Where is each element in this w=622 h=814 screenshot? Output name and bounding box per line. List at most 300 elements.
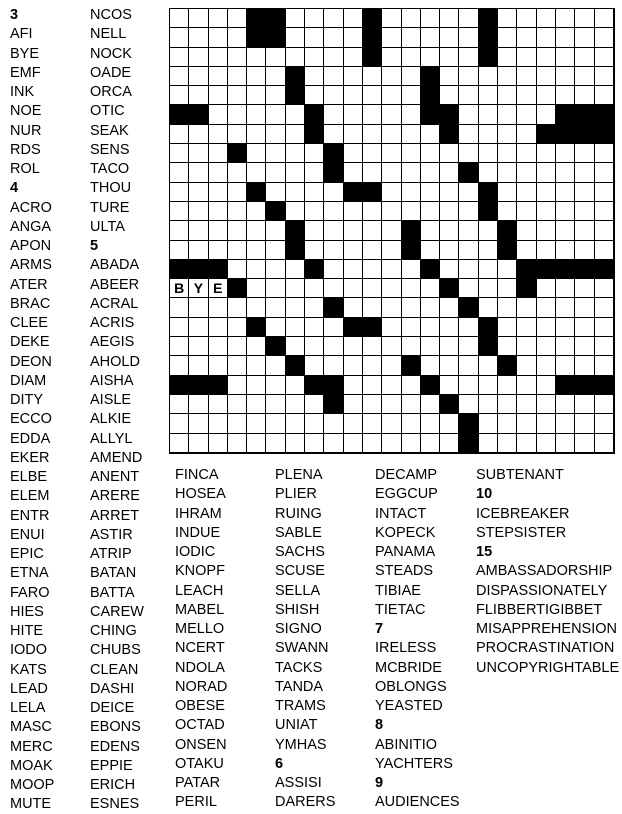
grid-cell[interactable] bbox=[266, 395, 285, 414]
grid-cell[interactable] bbox=[517, 67, 536, 86]
grid-cell[interactable] bbox=[459, 318, 478, 337]
grid-cell[interactable] bbox=[537, 356, 556, 375]
grid-cell[interactable] bbox=[189, 414, 208, 433]
grid-cell[interactable] bbox=[266, 279, 285, 298]
grid-cell[interactable] bbox=[459, 67, 478, 86]
grid-cell[interactable] bbox=[479, 144, 498, 163]
grid-cell[interactable] bbox=[517, 28, 536, 47]
grid-cell[interactable] bbox=[286, 202, 305, 221]
grid-cell[interactable] bbox=[459, 28, 478, 47]
grid-cell[interactable] bbox=[228, 318, 247, 337]
grid-cell[interactable] bbox=[228, 183, 247, 202]
grid-cell[interactable] bbox=[305, 202, 324, 221]
grid-cell[interactable] bbox=[344, 48, 363, 67]
grid-cell[interactable] bbox=[382, 48, 401, 67]
grid-cell[interactable] bbox=[286, 163, 305, 182]
grid-cell[interactable] bbox=[189, 144, 208, 163]
grid-cell[interactable] bbox=[402, 183, 421, 202]
grid-cell[interactable] bbox=[575, 202, 594, 221]
grid-cell[interactable] bbox=[459, 144, 478, 163]
grid-cell[interactable] bbox=[363, 434, 382, 453]
grid-cell[interactable] bbox=[575, 279, 594, 298]
grid-cell[interactable] bbox=[189, 48, 208, 67]
grid-cell[interactable] bbox=[228, 9, 247, 28]
grid-cell[interactable] bbox=[595, 48, 614, 67]
grid-cell-letter[interactable]: E bbox=[209, 279, 228, 298]
grid-cell[interactable] bbox=[266, 356, 285, 375]
grid-cell[interactable] bbox=[556, 434, 575, 453]
grid-cell[interactable] bbox=[440, 298, 459, 317]
grid-cell[interactable] bbox=[556, 221, 575, 240]
grid-cell[interactable] bbox=[228, 434, 247, 453]
grid-cell[interactable] bbox=[266, 48, 285, 67]
grid-cell[interactable] bbox=[189, 28, 208, 47]
grid-cell[interactable] bbox=[440, 318, 459, 337]
grid-cell[interactable] bbox=[324, 28, 343, 47]
grid-cell[interactable] bbox=[498, 67, 517, 86]
grid-cell-letter[interactable]: B bbox=[170, 279, 189, 298]
grid-cell[interactable] bbox=[266, 105, 285, 124]
grid-cell[interactable] bbox=[402, 337, 421, 356]
grid-cell[interactable] bbox=[324, 48, 343, 67]
grid-cell[interactable] bbox=[170, 183, 189, 202]
grid-cell[interactable] bbox=[402, 105, 421, 124]
grid-cell[interactable] bbox=[556, 241, 575, 260]
grid-cell[interactable] bbox=[170, 298, 189, 317]
grid-cell[interactable] bbox=[440, 163, 459, 182]
grid-cell[interactable] bbox=[421, 221, 440, 240]
grid-cell[interactable] bbox=[421, 28, 440, 47]
grid-cell[interactable] bbox=[517, 376, 536, 395]
grid-cell[interactable] bbox=[189, 241, 208, 260]
grid-cell[interactable] bbox=[305, 67, 324, 86]
grid-cell[interactable] bbox=[247, 67, 266, 86]
grid-cell[interactable] bbox=[479, 356, 498, 375]
grid-cell[interactable] bbox=[421, 298, 440, 317]
grid-cell[interactable] bbox=[382, 221, 401, 240]
grid-cell[interactable] bbox=[402, 260, 421, 279]
grid-cell[interactable] bbox=[209, 9, 228, 28]
grid-cell[interactable] bbox=[537, 9, 556, 28]
grid-cell[interactable] bbox=[421, 395, 440, 414]
grid-cell[interactable] bbox=[421, 337, 440, 356]
grid-cell[interactable] bbox=[266, 298, 285, 317]
grid-cell[interactable] bbox=[421, 241, 440, 260]
grid-cell[interactable] bbox=[459, 279, 478, 298]
grid-cell[interactable] bbox=[595, 337, 614, 356]
grid-cell[interactable] bbox=[498, 395, 517, 414]
grid-cell[interactable] bbox=[324, 202, 343, 221]
grid-cell[interactable] bbox=[440, 376, 459, 395]
grid-cell[interactable] bbox=[189, 337, 208, 356]
grid-cell[interactable] bbox=[595, 86, 614, 105]
grid-cell[interactable] bbox=[595, 298, 614, 317]
grid-cell[interactable] bbox=[228, 298, 247, 317]
grid-cell[interactable] bbox=[479, 414, 498, 433]
grid-cell[interactable] bbox=[537, 183, 556, 202]
grid-cell[interactable] bbox=[209, 163, 228, 182]
grid-cell[interactable] bbox=[266, 376, 285, 395]
grid-cell[interactable] bbox=[305, 356, 324, 375]
grid-cell[interactable] bbox=[498, 260, 517, 279]
grid-cell[interactable] bbox=[575, 86, 594, 105]
grid-cell[interactable] bbox=[324, 318, 343, 337]
grid-cell[interactable] bbox=[228, 414, 247, 433]
grid-cell[interactable] bbox=[421, 48, 440, 67]
grid-cell[interactable] bbox=[382, 337, 401, 356]
grid-cell[interactable] bbox=[595, 9, 614, 28]
grid-cell[interactable] bbox=[498, 144, 517, 163]
grid-cell[interactable] bbox=[537, 376, 556, 395]
grid-cell[interactable] bbox=[382, 202, 401, 221]
grid-cell[interactable] bbox=[247, 221, 266, 240]
grid-cell[interactable] bbox=[363, 414, 382, 433]
grid-cell[interactable] bbox=[228, 67, 247, 86]
grid-cell[interactable] bbox=[537, 279, 556, 298]
grid-cell[interactable] bbox=[363, 163, 382, 182]
grid-cell[interactable] bbox=[189, 9, 208, 28]
grid-cell[interactable] bbox=[228, 260, 247, 279]
grid-cell[interactable] bbox=[170, 414, 189, 433]
grid-cell[interactable] bbox=[402, 163, 421, 182]
grid-cell[interactable] bbox=[459, 125, 478, 144]
grid-cell[interactable] bbox=[209, 241, 228, 260]
grid-cell[interactable] bbox=[344, 28, 363, 47]
grid-cell[interactable] bbox=[575, 67, 594, 86]
grid-cell[interactable] bbox=[305, 221, 324, 240]
grid-cell[interactable] bbox=[305, 337, 324, 356]
grid-cell[interactable] bbox=[382, 279, 401, 298]
grid-cell[interactable] bbox=[305, 318, 324, 337]
grid-cell[interactable] bbox=[247, 434, 266, 453]
grid-cell[interactable] bbox=[324, 434, 343, 453]
grid-cell[interactable] bbox=[440, 221, 459, 240]
grid-cell[interactable] bbox=[209, 395, 228, 414]
grid-cell[interactable] bbox=[556, 48, 575, 67]
grid-cell[interactable] bbox=[247, 241, 266, 260]
grid-cell[interactable] bbox=[189, 395, 208, 414]
grid-cell[interactable] bbox=[247, 395, 266, 414]
grid-cell[interactable] bbox=[286, 279, 305, 298]
grid-cell[interactable] bbox=[537, 105, 556, 124]
grid-cell[interactable] bbox=[266, 144, 285, 163]
grid-cell[interactable] bbox=[421, 144, 440, 163]
grid-cell[interactable] bbox=[324, 356, 343, 375]
grid-cell[interactable] bbox=[556, 163, 575, 182]
grid-cell[interactable] bbox=[517, 337, 536, 356]
grid-cell[interactable] bbox=[209, 434, 228, 453]
grid-cell[interactable] bbox=[363, 260, 382, 279]
grid-cell[interactable] bbox=[344, 144, 363, 163]
grid-cell[interactable] bbox=[440, 241, 459, 260]
grid-cell[interactable] bbox=[556, 395, 575, 414]
grid-cell[interactable] bbox=[382, 395, 401, 414]
grid-cell[interactable] bbox=[209, 318, 228, 337]
grid-cell[interactable] bbox=[209, 202, 228, 221]
grid-cell[interactable] bbox=[517, 241, 536, 260]
grid-cell[interactable] bbox=[286, 260, 305, 279]
grid-cell[interactable] bbox=[305, 183, 324, 202]
grid-cell[interactable] bbox=[363, 86, 382, 105]
grid-cell[interactable] bbox=[382, 86, 401, 105]
grid-cell[interactable] bbox=[421, 202, 440, 221]
grid-cell[interactable] bbox=[305, 298, 324, 317]
grid-cell[interactable] bbox=[402, 414, 421, 433]
grid-cell[interactable] bbox=[247, 279, 266, 298]
grid-cell[interactable] bbox=[556, 144, 575, 163]
grid-cell[interactable] bbox=[440, 260, 459, 279]
grid-cell[interactable] bbox=[170, 221, 189, 240]
grid-cell[interactable] bbox=[382, 318, 401, 337]
grid-cell[interactable] bbox=[575, 144, 594, 163]
grid-cell[interactable] bbox=[324, 279, 343, 298]
grid-cell[interactable] bbox=[421, 183, 440, 202]
grid-cell[interactable] bbox=[402, 144, 421, 163]
grid-cell[interactable] bbox=[556, 356, 575, 375]
grid-cell[interactable] bbox=[575, 183, 594, 202]
grid-cell[interactable] bbox=[209, 298, 228, 317]
grid-cell[interactable] bbox=[440, 202, 459, 221]
grid-cell[interactable] bbox=[209, 67, 228, 86]
grid-cell[interactable] bbox=[479, 260, 498, 279]
grid-cell[interactable] bbox=[517, 105, 536, 124]
grid-cell[interactable] bbox=[575, 318, 594, 337]
grid-cell[interactable] bbox=[459, 105, 478, 124]
grid-cell[interactable] bbox=[382, 414, 401, 433]
grid-cell[interactable] bbox=[440, 183, 459, 202]
grid-cell[interactable] bbox=[575, 298, 594, 317]
grid-cell[interactable] bbox=[556, 318, 575, 337]
grid-cell[interactable] bbox=[286, 414, 305, 433]
grid-cell[interactable] bbox=[363, 221, 382, 240]
grid-cell[interactable] bbox=[209, 86, 228, 105]
grid-cell[interactable] bbox=[421, 125, 440, 144]
grid-cell[interactable] bbox=[595, 414, 614, 433]
grid-cell[interactable] bbox=[228, 105, 247, 124]
grid-cell[interactable] bbox=[228, 28, 247, 47]
grid-cell[interactable] bbox=[247, 125, 266, 144]
grid-cell[interactable] bbox=[286, 9, 305, 28]
grid-cell[interactable] bbox=[209, 221, 228, 240]
grid-cell[interactable] bbox=[324, 414, 343, 433]
grid-cell[interactable] bbox=[170, 67, 189, 86]
grid-cell[interactable] bbox=[170, 9, 189, 28]
grid-cell[interactable] bbox=[556, 67, 575, 86]
grid-cell[interactable] bbox=[344, 279, 363, 298]
grid-cell[interactable] bbox=[209, 183, 228, 202]
grid-cell[interactable] bbox=[189, 202, 208, 221]
grid-cell[interactable] bbox=[382, 183, 401, 202]
grid-cell[interactable] bbox=[595, 241, 614, 260]
grid-cell[interactable] bbox=[556, 183, 575, 202]
grid-cell[interactable] bbox=[421, 356, 440, 375]
grid-cell[interactable] bbox=[247, 105, 266, 124]
grid-cell[interactable] bbox=[209, 125, 228, 144]
grid-cell[interactable] bbox=[517, 395, 536, 414]
grid-cell[interactable] bbox=[498, 86, 517, 105]
grid-cell[interactable] bbox=[324, 337, 343, 356]
grid-cell[interactable] bbox=[575, 221, 594, 240]
grid-cell[interactable] bbox=[595, 434, 614, 453]
grid-cell[interactable] bbox=[209, 28, 228, 47]
grid-cell[interactable] bbox=[479, 298, 498, 317]
grid-cell[interactable] bbox=[266, 318, 285, 337]
grid-cell[interactable] bbox=[479, 221, 498, 240]
grid-cell[interactable] bbox=[382, 125, 401, 144]
grid-cell[interactable] bbox=[459, 221, 478, 240]
grid-cell[interactable] bbox=[421, 414, 440, 433]
grid-cell[interactable] bbox=[440, 48, 459, 67]
grid-cell[interactable] bbox=[498, 163, 517, 182]
grid-cell[interactable] bbox=[402, 279, 421, 298]
grid-cell[interactable] bbox=[459, 86, 478, 105]
grid-cell[interactable] bbox=[498, 28, 517, 47]
grid-cell[interactable] bbox=[498, 183, 517, 202]
grid-cell[interactable] bbox=[286, 144, 305, 163]
grid-cell[interactable] bbox=[170, 28, 189, 47]
grid-cell[interactable] bbox=[189, 434, 208, 453]
grid-cell[interactable] bbox=[459, 395, 478, 414]
grid-cell[interactable] bbox=[286, 318, 305, 337]
grid-cell[interactable] bbox=[305, 163, 324, 182]
grid-cell[interactable] bbox=[344, 221, 363, 240]
grid-cell[interactable] bbox=[228, 376, 247, 395]
grid-cell[interactable] bbox=[170, 434, 189, 453]
grid-cell[interactable] bbox=[517, 356, 536, 375]
grid-cell[interactable] bbox=[537, 318, 556, 337]
grid-cell[interactable] bbox=[537, 163, 556, 182]
grid-cell[interactable] bbox=[228, 356, 247, 375]
grid-cell[interactable] bbox=[479, 376, 498, 395]
grid-cell[interactable] bbox=[595, 395, 614, 414]
grid-cell[interactable] bbox=[575, 337, 594, 356]
grid-cell[interactable] bbox=[479, 395, 498, 414]
grid-cell[interactable] bbox=[324, 183, 343, 202]
grid-cell[interactable] bbox=[266, 414, 285, 433]
grid-cell[interactable] bbox=[209, 105, 228, 124]
grid-cell[interactable] bbox=[266, 434, 285, 453]
grid-cell[interactable] bbox=[363, 395, 382, 414]
grid-cell[interactable] bbox=[247, 376, 266, 395]
grid-cell[interactable] bbox=[556, 337, 575, 356]
grid-cell[interactable] bbox=[517, 9, 536, 28]
grid-cell[interactable] bbox=[440, 67, 459, 86]
grid-cell[interactable] bbox=[595, 67, 614, 86]
grid-cell[interactable] bbox=[363, 105, 382, 124]
grid-cell[interactable] bbox=[517, 414, 536, 433]
grid-cell[interactable] bbox=[556, 279, 575, 298]
grid-cell[interactable] bbox=[537, 241, 556, 260]
grid-cell[interactable] bbox=[440, 9, 459, 28]
grid-cell[interactable] bbox=[517, 434, 536, 453]
grid-cell[interactable] bbox=[556, 9, 575, 28]
grid-cell[interactable] bbox=[344, 376, 363, 395]
grid-cell[interactable] bbox=[537, 414, 556, 433]
grid-cell[interactable] bbox=[286, 105, 305, 124]
grid-cell[interactable] bbox=[228, 395, 247, 414]
grid-cell[interactable] bbox=[595, 318, 614, 337]
grid-cell[interactable] bbox=[498, 414, 517, 433]
grid-cell[interactable] bbox=[324, 86, 343, 105]
grid-cell[interactable] bbox=[247, 48, 266, 67]
grid-cell[interactable] bbox=[266, 183, 285, 202]
grid-cell[interactable] bbox=[228, 163, 247, 182]
grid-cell[interactable] bbox=[363, 298, 382, 317]
grid-cell[interactable] bbox=[170, 125, 189, 144]
grid-cell[interactable] bbox=[324, 221, 343, 240]
grid-cell[interactable] bbox=[459, 202, 478, 221]
grid-cell[interactable] bbox=[459, 376, 478, 395]
grid-cell[interactable] bbox=[209, 356, 228, 375]
grid-cell[interactable] bbox=[305, 28, 324, 47]
grid-cell[interactable] bbox=[170, 144, 189, 163]
grid-cell[interactable] bbox=[440, 86, 459, 105]
grid-cell[interactable] bbox=[575, 241, 594, 260]
grid-cell[interactable] bbox=[324, 241, 343, 260]
grid-cell[interactable] bbox=[402, 434, 421, 453]
grid-cell[interactable] bbox=[286, 395, 305, 414]
grid-cell[interactable] bbox=[517, 144, 536, 163]
grid-cell[interactable] bbox=[537, 395, 556, 414]
grid-cell[interactable] bbox=[382, 163, 401, 182]
grid-cell[interactable] bbox=[170, 202, 189, 221]
grid-cell[interactable] bbox=[189, 356, 208, 375]
grid-cell[interactable] bbox=[382, 356, 401, 375]
grid-cell[interactable] bbox=[344, 9, 363, 28]
grid-cell[interactable] bbox=[247, 260, 266, 279]
grid-cell[interactable] bbox=[537, 202, 556, 221]
grid-cell[interactable] bbox=[517, 298, 536, 317]
grid-cell[interactable] bbox=[363, 67, 382, 86]
grid-cell[interactable] bbox=[595, 202, 614, 221]
grid-cell[interactable] bbox=[421, 9, 440, 28]
grid-cell[interactable] bbox=[421, 279, 440, 298]
grid-cell[interactable] bbox=[382, 434, 401, 453]
grid-cell[interactable] bbox=[459, 241, 478, 260]
grid-cell[interactable] bbox=[556, 28, 575, 47]
grid-cell[interactable] bbox=[247, 298, 266, 317]
grid-cell[interactable] bbox=[459, 260, 478, 279]
grid-cell[interactable] bbox=[575, 48, 594, 67]
grid-cell[interactable] bbox=[440, 414, 459, 433]
grid-cell[interactable] bbox=[286, 125, 305, 144]
grid-cell[interactable] bbox=[402, 28, 421, 47]
grid-cell[interactable] bbox=[459, 356, 478, 375]
grid-cell[interactable] bbox=[266, 163, 285, 182]
grid-cell[interactable] bbox=[305, 144, 324, 163]
grid-cell[interactable] bbox=[228, 86, 247, 105]
grid-cell[interactable] bbox=[537, 144, 556, 163]
grid-cell[interactable] bbox=[286, 28, 305, 47]
grid-cell[interactable] bbox=[228, 241, 247, 260]
grid-cell[interactable] bbox=[421, 163, 440, 182]
grid-cell[interactable] bbox=[498, 9, 517, 28]
grid-cell[interactable] bbox=[170, 395, 189, 414]
grid-cell[interactable] bbox=[382, 298, 401, 317]
grid-cell-letter[interactable]: Y bbox=[189, 279, 208, 298]
grid-cell[interactable] bbox=[498, 202, 517, 221]
grid-cell[interactable] bbox=[517, 221, 536, 240]
grid-cell[interactable] bbox=[402, 67, 421, 86]
grid-cell[interactable] bbox=[344, 356, 363, 375]
grid-cell[interactable] bbox=[595, 163, 614, 182]
grid-cell[interactable] bbox=[421, 318, 440, 337]
grid-cell[interactable] bbox=[305, 434, 324, 453]
grid-cell[interactable] bbox=[537, 28, 556, 47]
grid-cell[interactable] bbox=[556, 298, 575, 317]
grid-cell[interactable] bbox=[595, 279, 614, 298]
grid-cell[interactable] bbox=[189, 163, 208, 182]
